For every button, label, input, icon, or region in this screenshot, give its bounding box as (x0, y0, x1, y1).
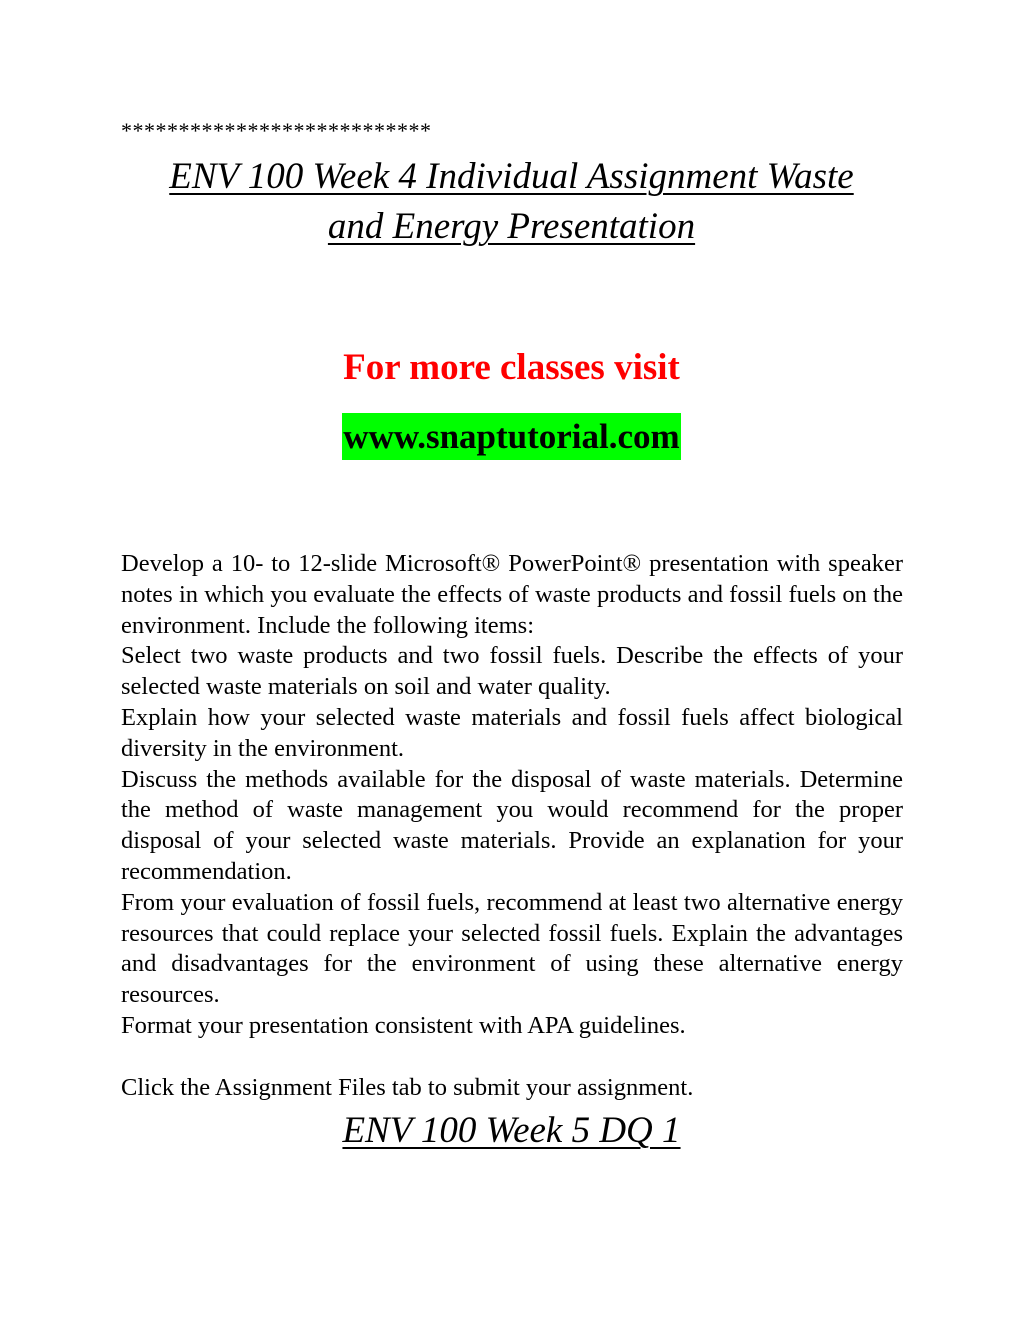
document-title (120, 152, 903, 252)
body-paragraph-item-4: From your evaluation of fossil fuels, recommend at least two alternative energy resources that could replace your selected fossil fuels. Explain the advantages and disadvantages for the environment of using these alternative energy resources. (121, 888, 903, 1009)
body-paragraph-item-1: Select two waste products and two fossil fuels. Describe the effects of your selected waste materials on soil and water quality. (121, 642, 903, 701)
body-paragraph-item-2: Explain how your selected waste materials and fossil fuels affect biological diversity in the environment. (121, 703, 903, 762)
body-paragraph-item-3: Discuss the methods available for the disposal of waste materials. Determine the method of waste management you would recommend for the proper disposal of your selected waste materials. Provide an explanation for your recommendation. (121, 765, 903, 885)
body-paragraph-submit: Click the Assignment Files tab to submit your assignment. (121, 1073, 694, 1101)
document-title-line-2: and Energy Presentation (327, 206, 696, 247)
document-title-line-1: ENV 100 Week 4 Individual Assignment Waste (169, 156, 854, 197)
body-paragraph-item-5: Format your presentation consistent with APA guidelines. (121, 1011, 686, 1039)
asterisk-separator: *************************** (121, 118, 432, 143)
next-section-title-text: ENV 100 Week 5 DQ 1 (342, 1110, 681, 1151)
assignment-body (121, 549, 903, 1103)
next-section-title (120, 1106, 903, 1156)
promo-url-container (120, 413, 903, 460)
body-paragraph-intro: Develop a 10- to 12-slide Microsoft® PowerPoint® presentation with speaker notes in which you evaluate the effects of waste products and fossil fuels on the environment. Include the following items: (121, 550, 903, 639)
promo-url-link[interactable]: www.snaptutorial.com (342, 413, 680, 460)
promo-text: For more classes visit (343, 347, 680, 388)
